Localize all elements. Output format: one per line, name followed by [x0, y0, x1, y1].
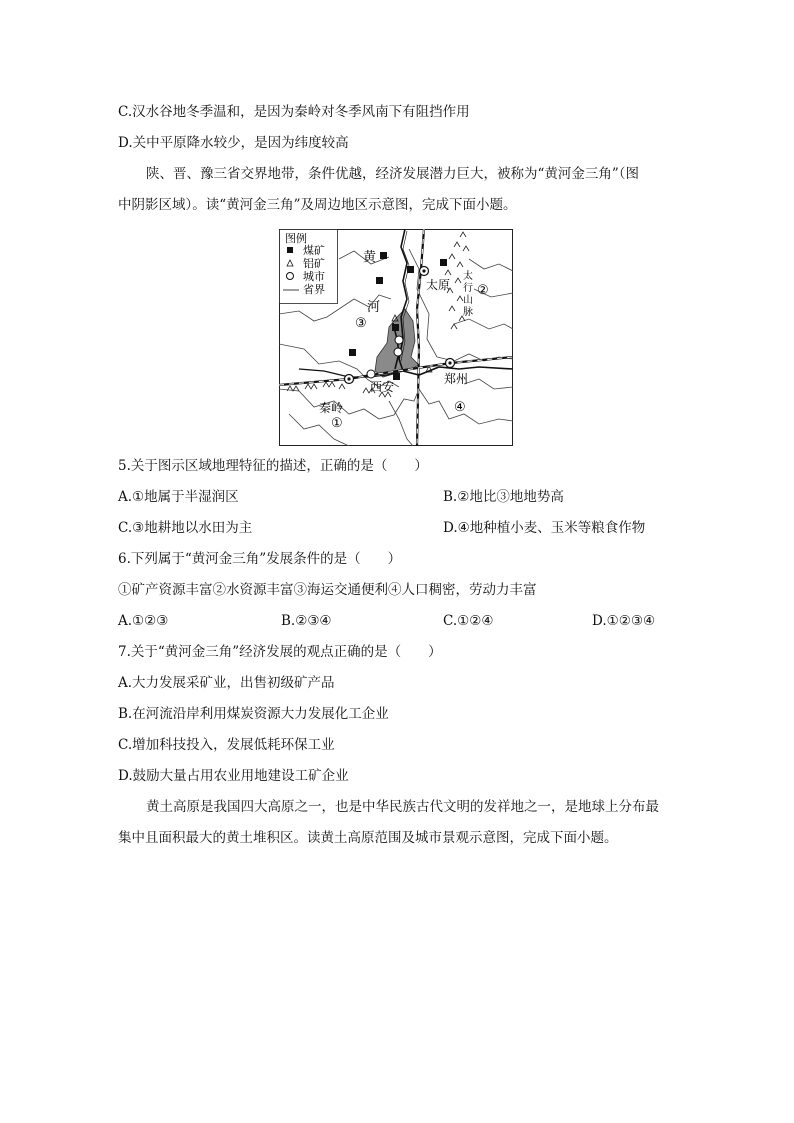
zhengzhou-label: 郑州: [444, 372, 469, 386]
taihang-label-3: 山: [463, 295, 473, 306]
taihang-label-1: 太: [463, 271, 473, 282]
taihang-label-2: 行: [463, 283, 473, 294]
question-6: 6.下列属于“黄河金三角”发展条件的是（ ）: [118, 551, 402, 567]
yellow-river-label-2: 河: [367, 300, 381, 315]
question-6-option-a: A.①②③: [118, 613, 169, 629]
city-legend-icon: [287, 273, 294, 280]
intro-paragraph-1-line-2: 中阴影区域）。读“黄河金三角”及周边地区示意图，完成下面小题。: [118, 197, 517, 213]
question-5-option-c: C.③地耕地以水田为主: [118, 520, 253, 536]
region-4-label: ④: [454, 400, 466, 415]
yellow-river-golden-triangle-map: [279, 229, 513, 446]
map-legend: [280, 230, 338, 304]
question-5-option-d: D.④地种植小麦、玉米等粮食作物: [443, 520, 646, 536]
xian-label: 西安: [370, 380, 395, 394]
question-7-option-b: B.在河流沿岸利用煤炭资源大力发展化工企业: [118, 706, 389, 722]
question-6-option-b: B.②③④: [281, 613, 332, 629]
qinling-label: 秦岭: [319, 401, 344, 415]
region-1-label: ①: [331, 416, 343, 431]
intro-paragraph-2-line-2: 集中且面积最大的黄土堆积区。读黄土高原范围及城市景观示意图，完成下面小题。: [118, 830, 618, 846]
option-d-previous: D.关中平原降水较少，是因为纬度较高: [118, 135, 349, 151]
taiyuan-label: 太原: [426, 278, 451, 292]
question-6-option-c: C.①②④: [443, 613, 494, 629]
question-6-option-d: D.①②③④: [592, 613, 656, 629]
intro-paragraph-1-line-1: 陕、晋、豫三省交界地带，条件优越，经济发展潜力巨大，被称为“黄河金三角”（图: [146, 166, 640, 182]
question-7-option-d: D.鼓励大量占用农业用地建设工矿企业: [118, 768, 349, 784]
region-2-label: ②: [477, 283, 489, 298]
option-c-previous: C.汉水谷地冬季温和，是因为秦岭对冬季风南下有阻挡作用: [118, 104, 470, 120]
legend-title: 图例: [285, 232, 307, 245]
region-3-label: ③: [355, 316, 367, 331]
question-5-option-a: A.①地属于半湿润区: [118, 489, 239, 505]
legend-coal-label: 煤矿: [303, 244, 325, 257]
coal-mine-legend-icon: [287, 247, 293, 253]
question-7: 7.关于“黄河金三角”经济发展的观点正确的是（ ）: [118, 644, 442, 660]
question-5: 5.关于图示区域地理特征的描述，正确的是（ ）: [118, 458, 428, 474]
intro-paragraph-2-line-1: 黄土高原是我国四大高原之一，也是中华民族古代文明的发祥地之一，是地球上分布最: [146, 799, 659, 815]
legend-border-label: 省界: [303, 283, 325, 296]
question-7-option-c: C.增加科技投入，发展低耗环保工业: [118, 737, 335, 753]
legend-city-label: 城市: [303, 270, 325, 283]
question-5-option-b: B.②地比③地地势高: [443, 489, 564, 505]
taihang-label-4: 脉: [463, 307, 473, 318]
question-7-option-a: A.大力发展采矿业，出售初级矿产品: [118, 675, 335, 691]
question-6-items: ①矿产资源丰富②水资源丰富③海运交通便利④人口稠密，劳动力丰富: [118, 582, 537, 598]
yellow-river-label-1: 黄: [363, 250, 377, 265]
legend-aluminum-label: 铝矿: [303, 257, 325, 270]
